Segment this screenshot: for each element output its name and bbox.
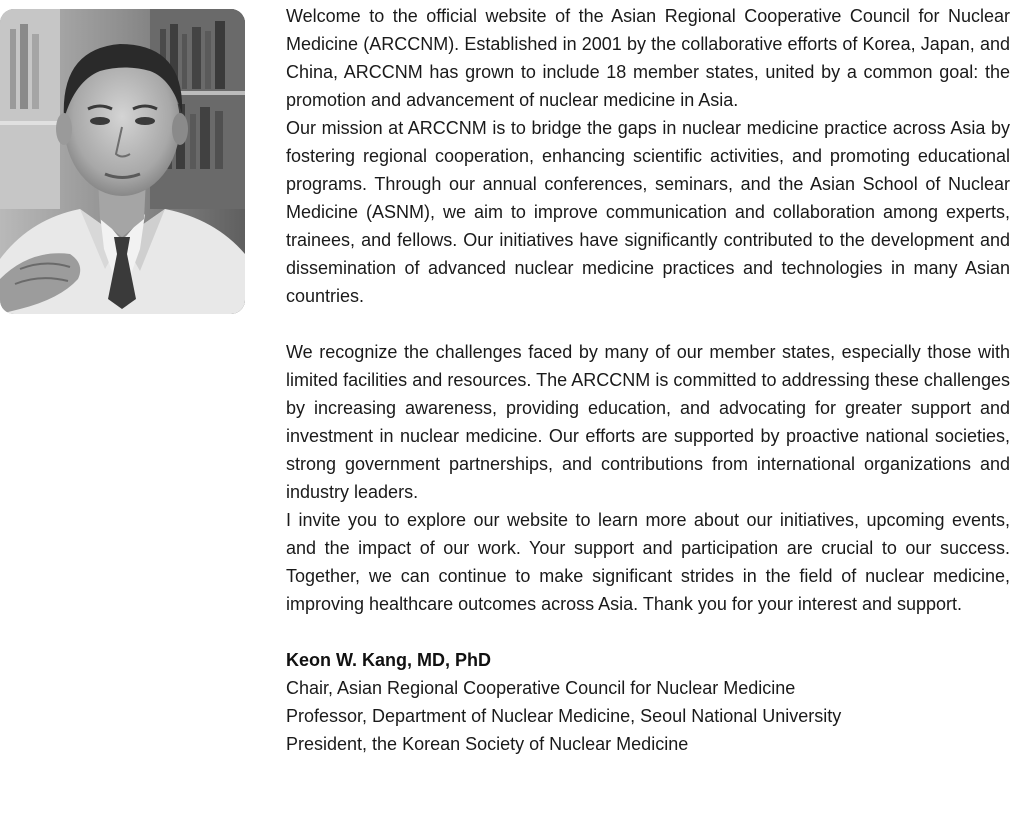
paragraph-spacer bbox=[286, 618, 1010, 646]
signature-title: President, the Korean Society of Nuclear Medicine bbox=[286, 734, 689, 754]
portrait-image bbox=[0, 9, 245, 314]
message-paragraph: I invite you to explore our website to learn more about our initiatives, upcoming events, and the impact of our work. Your support and participation are crucial to our success. Together, we can continue to make significant strides in the field of nuclear medicine, improving healthcare outcomes across Asia. Thank you for your interest and support. bbox=[286, 510, 1010, 614]
chair-portrait-photo bbox=[0, 9, 245, 314]
signature-name: Keon W. Kang, MD, PhD bbox=[286, 650, 491, 670]
signature-title: Chair, Asian Regional Cooperative Council for Nuclear Medicine bbox=[286, 678, 796, 698]
signature-title: Professor, Department of Nuclear Medicine, Seoul National University bbox=[286, 706, 842, 726]
paragraph-spacer bbox=[286, 310, 1010, 338]
chair-message bbox=[286, 2, 1010, 758]
message-paragraph: Welcome to the official website of the Asian Regional Cooperative Council for Nuclear Medicine (ARCCNM). Established in 2001 by the collaborative efforts of Korea, Japan, and China, ARCCNM has grown to include 18 member states, united by a common goal: the promotion and advancement of nuclear medicine in Asia. bbox=[286, 6, 1010, 110]
message-paragraph: We recognize the challenges faced by many of our member states, especially those with limited facilities and resources. The ARCCNM is committed to addressing these challenges by increasing awareness, providing education, and advocating for greater support and investment in nuclear medicine. Our efforts are supported by proactive national societies, strong government partnerships, and contributions from international organizations and industry leaders. bbox=[286, 342, 1010, 502]
message-paragraph: Our mission at ARCCNM is to bridge the gaps in nuclear medicine practice across Asia by fostering regional cooperation, enhancing scientific activities, and promoting educational programs. Through our annual conferences, seminars, and the Asian School of Nuclear Medicine (ASNM), we aim to improve communication and collaboration among experts, trainees, and fellows. Our initiatives have significantly contributed to the development and dissemination of advanced nuclear medicine practices and technologies in many Asian countries. bbox=[286, 118, 1010, 306]
